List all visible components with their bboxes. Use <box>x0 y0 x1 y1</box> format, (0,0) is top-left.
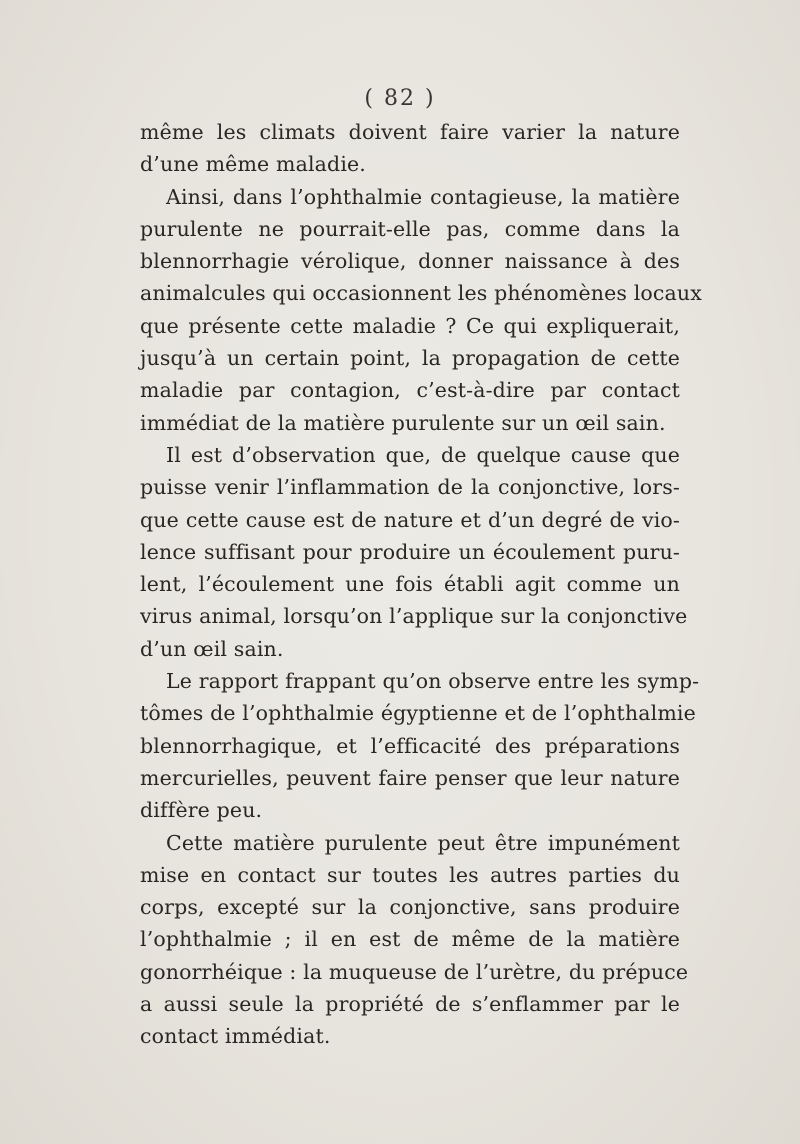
text-line: même les climats doivent faire varier la nature <box>140 120 680 144</box>
text-line: corps, excepté sur la conjonctive, sans produire <box>140 895 680 920</box>
text-line: jusqu’à un certain point, la propagation de cette <box>140 346 680 371</box>
text-line: virus animal, lorsqu’on l’applique sur la conjonctive <box>140 604 688 629</box>
paragraph-start-line: Le rapport frappant qu’on observe entre les symp- <box>166 669 700 694</box>
text-line: que cette cause est de nature et d’un degré de vio- <box>140 507 680 532</box>
text-line: que présente cette maladie ? Ce qui expliquerait, <box>140 313 680 338</box>
text-line: maladie par contagion, c’est-à-dire par contact <box>140 378 680 403</box>
text-line: lent, l’écoulement une fois établi agit comme un <box>140 572 680 597</box>
paragraph-start-line: Cette matière purulente peut être impunément <box>166 830 680 855</box>
text-line: blennorrhagie vérolique, donner naissance à des <box>140 249 680 274</box>
text-line: animalcules qui occasionnent les phénomènes locaux <box>140 281 702 306</box>
text-line: purulente ne pourrait-elle pas, comme dans la <box>140 216 680 241</box>
text-line: mercurielles, peuvent faire penser que leur nature <box>140 765 680 790</box>
page-number: ( 82 ) <box>364 86 436 111</box>
text-line: blennorrhagique, et l’efficacité des préparations <box>140 733 680 758</box>
text-line: d’une même maladie. <box>140 152 366 177</box>
text-line: lence suffisant pour produire un écoulement puru- <box>140 539 680 564</box>
text-line: immédiat de la matière purulente sur un œil sain. <box>140 410 666 435</box>
text-line: contact immédiat. <box>140 1024 331 1049</box>
body-text <box>140 116 702 1053</box>
text-line: gonorrhéique : la muqueuse de l’urètre, du prépuce <box>140 959 689 984</box>
text-line: tômes de l’ophthalmie égyptienne et de l’ophthalmie <box>140 701 696 726</box>
text-line: d’un œil sain. <box>140 636 284 661</box>
text-line: diffère peu. <box>140 798 263 823</box>
text-line: mise en contact sur toutes les autres parties du <box>140 862 680 887</box>
text-line: l’ophthalmie ; il en est de même de la matière <box>140 927 680 952</box>
text-line: puisse venir l’inflammation de la conjonctive, lors- <box>140 475 680 500</box>
paragraph-start-line: Il est d’observation que, de quelque cause que <box>166 442 680 467</box>
paragraph-start-line: Ainsi, dans l’ophthalmie contagieuse, la matière <box>166 184 680 209</box>
text-line: a aussi seule la propriété de s’enflammer par le <box>140 992 680 1017</box>
